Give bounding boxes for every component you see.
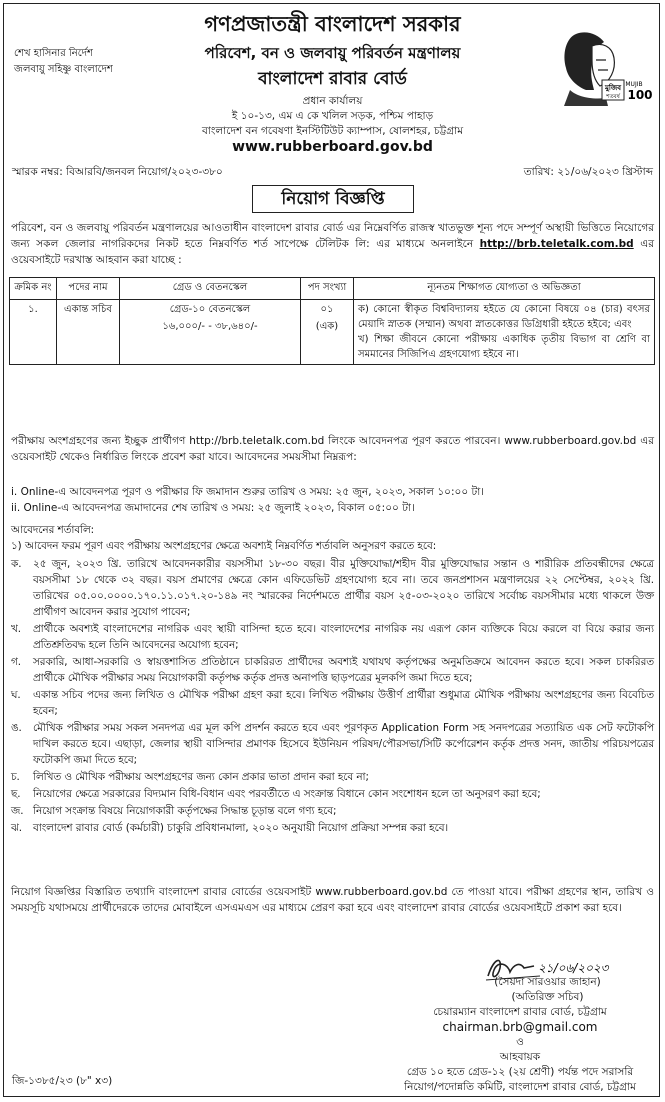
condition-item — [11, 556, 654, 620]
row-qualification-cell — [354, 300, 655, 365]
motto-line-1: শেখ হাসিনার নির্দেশ — [14, 48, 93, 59]
condition-text: বাংলাদেশ রাবার বোর্ড (কর্মচারী) চাকুরি প্রবিধানমালা, ২০২০ অনুযায়ী নিয়োগ প্রক্রিয়া সম্পন্ন করা হবে। — [33, 822, 449, 834]
signer-details — [380, 1005, 660, 1095]
mujib-100-logo — [546, 24, 656, 106]
board-name: বাংলাদেশ রাবার বোর্ড — [258, 69, 407, 89]
condition-marker: চ. — [11, 771, 20, 783]
apply-info: পরীক্ষায় অংশগ্রহণের জন্য ইচ্ছুক প্রার্থীগণ http://brb.teletalk.com.bd লিংকে আবেদনপত্র পূরণ করতে পারবেন। www.rubberboard.gov.bd এর ওয়েবসাইট থেকেও নির্ধারিত লিংকে প্রবেশ করা যাবে। আবেদনের সময়সীমা নিম্নরূপ: — [11, 435, 654, 463]
row-count-word: (এক) — [315, 321, 339, 332]
col-qualification: ন্যূনতম শিক্ষাগত যোগ্যতা ও অভিজ্ঞতা — [354, 278, 655, 300]
condition-text: নিয়োগ সংক্রান্ত বিষয়ে নিয়োগকারী কর্তৃপক্ষের সিদ্ধান্ত চূড়ান্ত বলে গণ্য হবে; — [33, 805, 337, 817]
condition-text: একান্ত সচিব পদের জন্য লিখিত ও মৌখিক পরীক্ষা গ্রহণ করা হবে। লিখিত পরীক্ষায় উত্তীর্ণ প্রার্থীরা শুধুমাত্র মৌখিক পরীক্ষায় অংশগ্রহণের জন্য বিবেচিত হবেন; — [33, 689, 654, 717]
conditions-intro: ১) আবেদন ফরম পূরণ এবং পরীক্ষায় অংশগ্রহণের ক্ষেত্রে অবশ্যই নিম্নবর্ণিত শর্তাবলি অনুসরণ করতে হবে: — [11, 540, 437, 552]
condition-marker: খ. — [11, 623, 22, 635]
intro-text-2: এর ওয়েবসাইটে দরখাস্ত আহবান করা যাচ্ছে : — [11, 238, 654, 266]
col-post: পদের নাম — [57, 278, 120, 300]
condition-item — [11, 654, 654, 686]
condition-marker: ঝ. — [11, 822, 23, 834]
notice-title: নিয়োগ বিজ্ঞপ্তি — [252, 185, 414, 213]
condition-text: ২৫ জুন, ২০২৩ খ্রি. তারিখে আবেদনকারীর বয়সসীমা ১৮-৩০ বছর। বীর মুক্তিযোদ্ধা/শহীদ বীর মুক্তিযোদ্ধার সন্তান ও শারীরিক প্রতিবন্ধীদের ক্ষেত্রে বয়সসীমা ১৮ থেকে ৩২ বছর। বয়স প্রমাণের ক্ষেত্রে কোন এফিডেভিট গ্রহণযোগ্য হবে না। তবে জনপ্রশাসন মন্ত্রণালয়ের ২২ সেপ্টেম্বর, ২০২২ খ্রি. তারিখের ০৫.০০.০০০০.১৭০.১১.০১৭.২০-১৪৯ নং স্মারকের নির্দেশমতে প্রার্থীর বয়স ২৫-০৩-২০২০ তারিখে সর্বোচ্চ বয়সসীমার মধ্যে থাকলে উক্ত প্রার্থীগণ আবেদন করার সুযোগ পাবেন; — [33, 558, 654, 618]
address-line-1: ই ১০-১৩, এম এ কে খলিল সড়ক, পশ্চিম পাহাড় — [231, 110, 434, 122]
government-title: গণপ্রজাতন্ত্রী বাংলাদেশ সরকার — [204, 12, 461, 36]
memo-date: তারিখ: ২১/০৬/২০২৩ খ্রিস্টাব্দ — [523, 166, 653, 178]
col-count: পদ সংখ্যা — [301, 278, 354, 300]
condition-item — [11, 786, 654, 802]
ministry-name: পরিবেশ, বন ও জলবায়ু পরিবর্তন মন্ত্রণালয় — [204, 44, 461, 62]
row-grade-cell — [120, 300, 301, 365]
row-count: ০১ — [320, 304, 334, 315]
condition-marker: জ. — [11, 805, 24, 817]
signature-block — [430, 975, 665, 1005]
row-count-cell — [301, 300, 354, 365]
requirement-a: ক) কোনো স্বীকৃত বিশ্ববিদ্যালয় হইতে যে কোনো বিষয়ে ০৪ (চার) বৎসর মেয়াদি স্নাতক (সম্মান) অথবা স্নাতকোত্তর ডিগ্রিধারী হইতে হইবে; এবং — [358, 304, 650, 330]
condition-item — [11, 803, 654, 819]
convener-role: আহবায়ক — [499, 1051, 541, 1063]
timeline-1: i. Online-এ আবেদনপত্র পূরণ ও পরীক্ষার ফি জমাদান শুরুর তারিখ ও সময়: ২৫ জুন, ২০২৩, সকাল ১০:০০ টা। — [11, 486, 485, 498]
committee-line-2: নিয়োগ/পদোন্নতি কমিটি, বাংলাদেশ রাবার বোর্ড, চট্টগ্রাম — [404, 1081, 636, 1093]
intro-text-1: পরিবেশ, বন ও জলবায়ু পরিবর্তন মন্ত্রণালয়ের আওতাধীন বাংলাদেশ রাবার বোর্ড এর নিম্নেবর্ণিত রাজস্ব খাতভুক্ত শূন্য পদে সম্পূর্ণ অস্থায়ী ভিত্তিতে নিয়োগের জন্য সকল জেলার নাগরিকদের নিকট হতে নিম্নবর্ণিত শর্ত সাপেক্ষে টেলিটক লি: এর মাধ্যমে অনলাইনে — [11, 222, 654, 250]
condition-text: প্রার্থীকে অবশ্যই বাংলাদেশের নাগরিক এবং স্থায়ী বাসিন্দা হতে হবে। বাংলাদেশের নাগরিক নয় এরূপ কোন ব্যক্তিকে বিয়ে করলে বা বিয়ে করার জন্য প্রতিশ্রুতিবদ্ধ হলে তিনি আবেদনের অযোগ্য হবেন; — [33, 623, 654, 651]
row-serial: ১. — [10, 300, 57, 365]
and-text: ও — [516, 1036, 524, 1048]
table-header-row — [10, 278, 655, 300]
row-grade: গ্রেড-১০ বেতনস্কেল — [169, 304, 251, 315]
row-post: একান্ত সচিব — [57, 300, 120, 365]
handwritten-date: ২১/০৬/২০২৩ — [538, 961, 609, 975]
signer-email: chairman.brb@gmail.com — [442, 1020, 598, 1034]
signer-designation: (অতিরিক্ত সচিব) — [511, 991, 584, 1003]
condition-marker: ক. — [11, 558, 22, 570]
mujib-english-text: MUJIB — [625, 81, 643, 88]
shotoborsho-logo-text: শতবর্ষ — [606, 94, 620, 100]
teletalk-link[interactable]: http://brb.teletalk.com.bd — [479, 238, 634, 250]
signer-name: (সৈয়দা সারওয়ার জাহান) — [494, 976, 601, 988]
memo-reference: স্মারক নম্বর: বিআরবি/জনবল নিয়োগ/২০২৩-৩৮০ — [12, 166, 223, 178]
condition-marker: ঘ. — [11, 689, 21, 701]
condition-text: মৌখিক পরীক্ষার সময় সকল সনদপত্র এর মূল কপি প্রদর্শন করতে হবে এবং পূরণকৃত Application Form সহ সনদপত্রের সত্যায়িত এক সেট ফটোকপি দাখিল করতে হবে। এছাড়া, জেলার স্থায়ী বাসিন্দার প্রমাণক হিসেবে ইউনিয়ন পরিষদ/পৌরসভা/সিটি কর্পোরেশন কর্তৃক প্রদত্ত সনদ, জাতীয় পরিচয়পত্রের ফটোকপি জমা দিতে হবে; — [33, 722, 654, 766]
signer-org: চেয়ারম্যান বাংলাদেশ রাবার বোর্ড, চট্টগ্রাম — [433, 1006, 607, 1018]
condition-item — [11, 621, 654, 653]
mujib-100-number: 100 — [627, 88, 653, 102]
footer-reference: জি-১৩৮৫/২৩ (৮" x৩) — [12, 1075, 113, 1087]
office-label: প্রধান কার্যালয় — [302, 95, 363, 107]
condition-text: লিখিত ও মৌখিক পরীক্ষায় অংশগ্রহণের জন্য কোন প্রকার ভাতা প্রদান করা হবে না; — [33, 771, 369, 783]
condition-item — [11, 687, 654, 719]
conditions-list — [11, 556, 654, 836]
condition-text: সরকারি, আধা-সরকারি ও স্বায়ত্তশাসিত প্রতিষ্ঠানে চাকরিরত প্রার্থীদের অবশ্যই যথাযথ কর্তৃপক্ষের অনুমতিক্রমে আবেদন করতে হবে। সকল চাকরিরত প্রার্থীকে মৌখিক পরীক্ষার সময় নিয়োগকারী কর্তৃপক্ষ কর্তৃক প্রদত্ত অনাপত্তি ছাড়পত্রের মূলকপি জমা দিতে হবে; — [33, 656, 654, 684]
condition-item — [11, 769, 654, 785]
condition-item — [11, 820, 654, 836]
address-line-2: বাংলাদেশ বন গবেষণা ইনস্টিটিউট ক্যাম্পাস, ষোলশহর, চট্টগ্রাম — [201, 125, 464, 137]
condition-item — [11, 720, 654, 768]
condition-marker: ছ. — [11, 788, 21, 800]
col-grade: গ্রেড ও বেতনস্কেল — [120, 278, 301, 300]
mujib-logo-text: মুজিব — [604, 84, 622, 92]
intro-paragraph — [11, 220, 654, 268]
committee-line-1: গ্রেড ১০ হতে গ্রেড-১২ (২য় শ্রেণী) পর্যন্ত পদে সরাসরি — [406, 1066, 634, 1078]
closing-paragraph: নিয়োগ বিজ্ঞপ্তির বিস্তারিত তথ্যাদি বাংলাদেশ রাবার বোর্ডের ওয়েবসাইট www.rubberboard.gov.bd তে পাওয়া যাবে। পরীক্ষা গ্রহণের স্থান, তারিখ ও সময়সূচি যথাসময়ে প্রার্থীদেরকে তাদের মোবাইলে এসএমএস এর মাধ্যমে প্রেরণ করা হবে এবং বাংলাদেশ রাবার বোর্ডের ওয়েবসাইটে প্রকাশ করা হবে। — [11, 886, 654, 914]
posts-table — [9, 277, 655, 365]
requirement-b: খ) শিক্ষা জীবনে কোনো পরীক্ষায় একাধিক তৃতীয় বিভাগ বা শ্রেণি বা সমমানের সিজিপিএ গ্রহণযোগ্য হইবে না। — [358, 334, 650, 360]
website: www.rubberboard.gov.bd — [232, 139, 433, 155]
col-serial: ক্রমিক নং — [10, 278, 57, 300]
row-scale: ১৬,০০০/- - ৩৮,৬৪০/- — [162, 321, 258, 332]
conditions-section — [11, 522, 654, 837]
condition-marker: গ. — [11, 656, 22, 668]
condition-text: নিয়োগের ক্ষেত্রে সরকারের বিদ্যমান বিধি-বিধান এবং পরবর্তীতে এ সংক্রান্ত বিধানে কোন সংশোধন হলে তা অনুসরণ করা হবে; — [33, 788, 541, 800]
table-row — [10, 300, 655, 365]
timeline-2: ii. Online-এ আবেদনপত্র জমাদানের শেষ তারিখ ও সময়: ২৫ জুলাই ২০২৩, বিকাল ০৫:০০ টা। — [11, 502, 415, 514]
condition-marker: ঙ. — [11, 722, 22, 734]
conditions-title: আবেদনের শর্তাবলি: — [11, 524, 95, 536]
motto-line-2: জলবায়ু সহিষ্ণু বাংলাদেশ — [14, 64, 113, 75]
